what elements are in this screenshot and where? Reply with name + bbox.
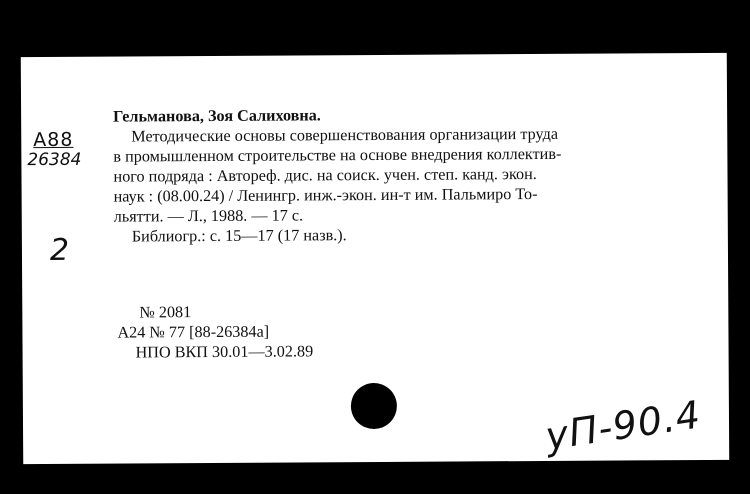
catalog-entry bbox=[113, 103, 684, 246]
call-number-top: A88 bbox=[33, 128, 74, 152]
meta-registration: НПО ВКП 30.01—3.02.89 bbox=[135, 342, 314, 362]
entry-bibliography: Библиогр.: с. 15—17 (17 назв.). bbox=[131, 226, 347, 246]
call-number-bottom: 26384 bbox=[27, 149, 82, 171]
entry-line-3: ного подряда : Автореф. дис. на соиск. учен. степ. канд. экон. bbox=[113, 165, 537, 186]
entry-author: Гельманова, Зоя Салиховна. bbox=[113, 106, 321, 126]
handwritten-signature: уП-90.4 bbox=[542, 392, 704, 459]
entry-line-5: льятти. — Л., 1988. — 17 с. bbox=[113, 206, 304, 226]
handwritten-copy-number: 2 bbox=[49, 232, 70, 268]
meta-inventory: А24 № 77 [88-26384а] bbox=[117, 322, 270, 342]
card-metadata bbox=[117, 301, 313, 362]
entry-line-2: в промышленном строительстве на основе внедрения коллектив- bbox=[113, 144, 562, 166]
catalog-card bbox=[21, 53, 729, 464]
punch-hole bbox=[351, 383, 397, 429]
entry-text bbox=[113, 103, 684, 246]
meta-number: № 2081 bbox=[139, 303, 192, 322]
entry-line-4: наук : (08.00.24) / Ленингр. инж.-экон. ин-т им. Пальмиро То- bbox=[113, 185, 538, 206]
entry-line-1: Методические основы совершенствования организации труда bbox=[131, 124, 559, 146]
